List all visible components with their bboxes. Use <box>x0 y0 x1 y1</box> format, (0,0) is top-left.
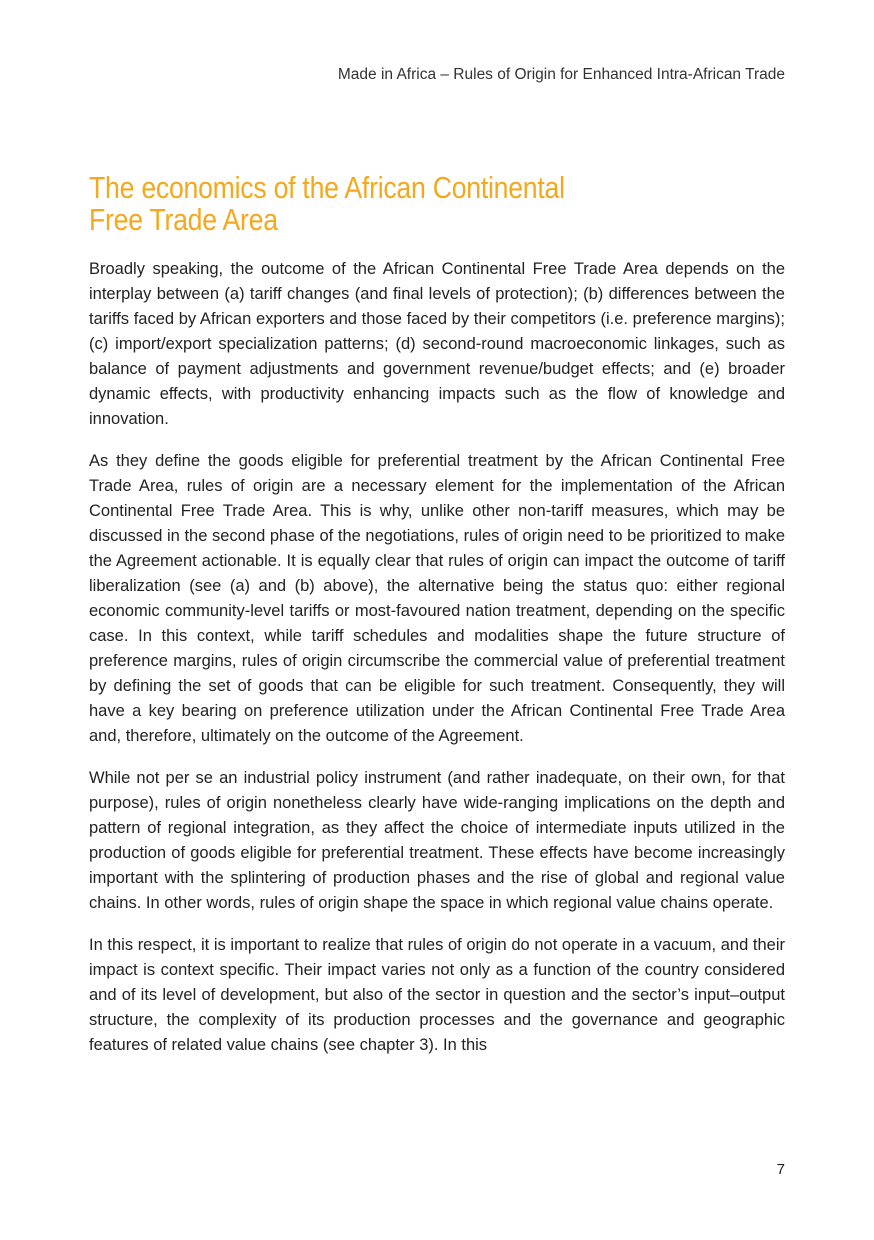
section-title <box>89 172 571 236</box>
paragraph-4: In this respect, it is important to realize that rules of origin do not operate in a vacuum, and their impact is context specific. Their impact varies not only as a function of the country considered and of its level of development, but also of the sector in question and the sector’s input–output structure, the complexity of its production processes and the governance and geographic features of related value chains (see chapter 3). In this <box>89 936 785 1054</box>
page-number: 7 <box>776 1161 785 1178</box>
body-text <box>89 257 785 1075</box>
paragraph-2: As they define the goods eligible for preferential treatment by the African Continental Free Trade Area, rules of origin are a necessary element for the implementation of the African Continental Free Trade Area. This is why, unlike other non-tariff measures, which may be discussed in the second phase of the negotiations, rules of origin need to be prioritized to make the Agreement actionable. It is equally clear that rules of origin can impact the outcome of tariff liberalization (see (a) and (b) above), the alternative being the status quo: either regional economic community-level tariffs or most-favoured nation treatment, depending on the specific case. In this context, while tariff schedules and modalities shape the future structure of preference margins, rules of origin circumscribe the commercial value of preferential treatment by defining the set of goods that can be eligible for such treatment. Consequently, they will have a key bearing on preference utilization under the African Continental Free Trade Area and, therefore, ultimately on the outcome of the Agreement. <box>89 452 785 745</box>
section-title-line-1: The economics of the African Continental <box>89 170 565 205</box>
paragraph-1: Broadly speaking, the outcome of the African Continental Free Trade Area depends on the interplay between (a) tariff changes (and final levels of protection); (b) differences between the tariffs faced by African exporters and those faced by their competitors (i.e. preference margins); (c) import/export specialization patterns; (d) second-round macroeconomic linkages, such as balance of payment adjustments and government revenue/budget effects; and (e) broader dynamic effects, with productivity enhancing impacts such as the flow of knowledge and innovation. <box>89 260 785 428</box>
running-header: Made in Africa – Rules of Origin for Enhanced Intra-African Trade <box>337 66 785 83</box>
paragraph-3: While not per se an industrial policy instrument (and rather inadequate, on their own, for that purpose), rules of origin nonetheless clearly have wide-ranging implications on the depth and pattern of regional integration, as they affect the choice of intermediate inputs utilized in the production of goods eligible for preferential treatment. These effects have become increasingly important with the splintering of production phases and the rise of global and regional value chains. In other words, rules of origin shape the space in which regional value chains operate. <box>89 769 785 912</box>
section-title-line-2: Free Trade Area <box>89 202 278 237</box>
